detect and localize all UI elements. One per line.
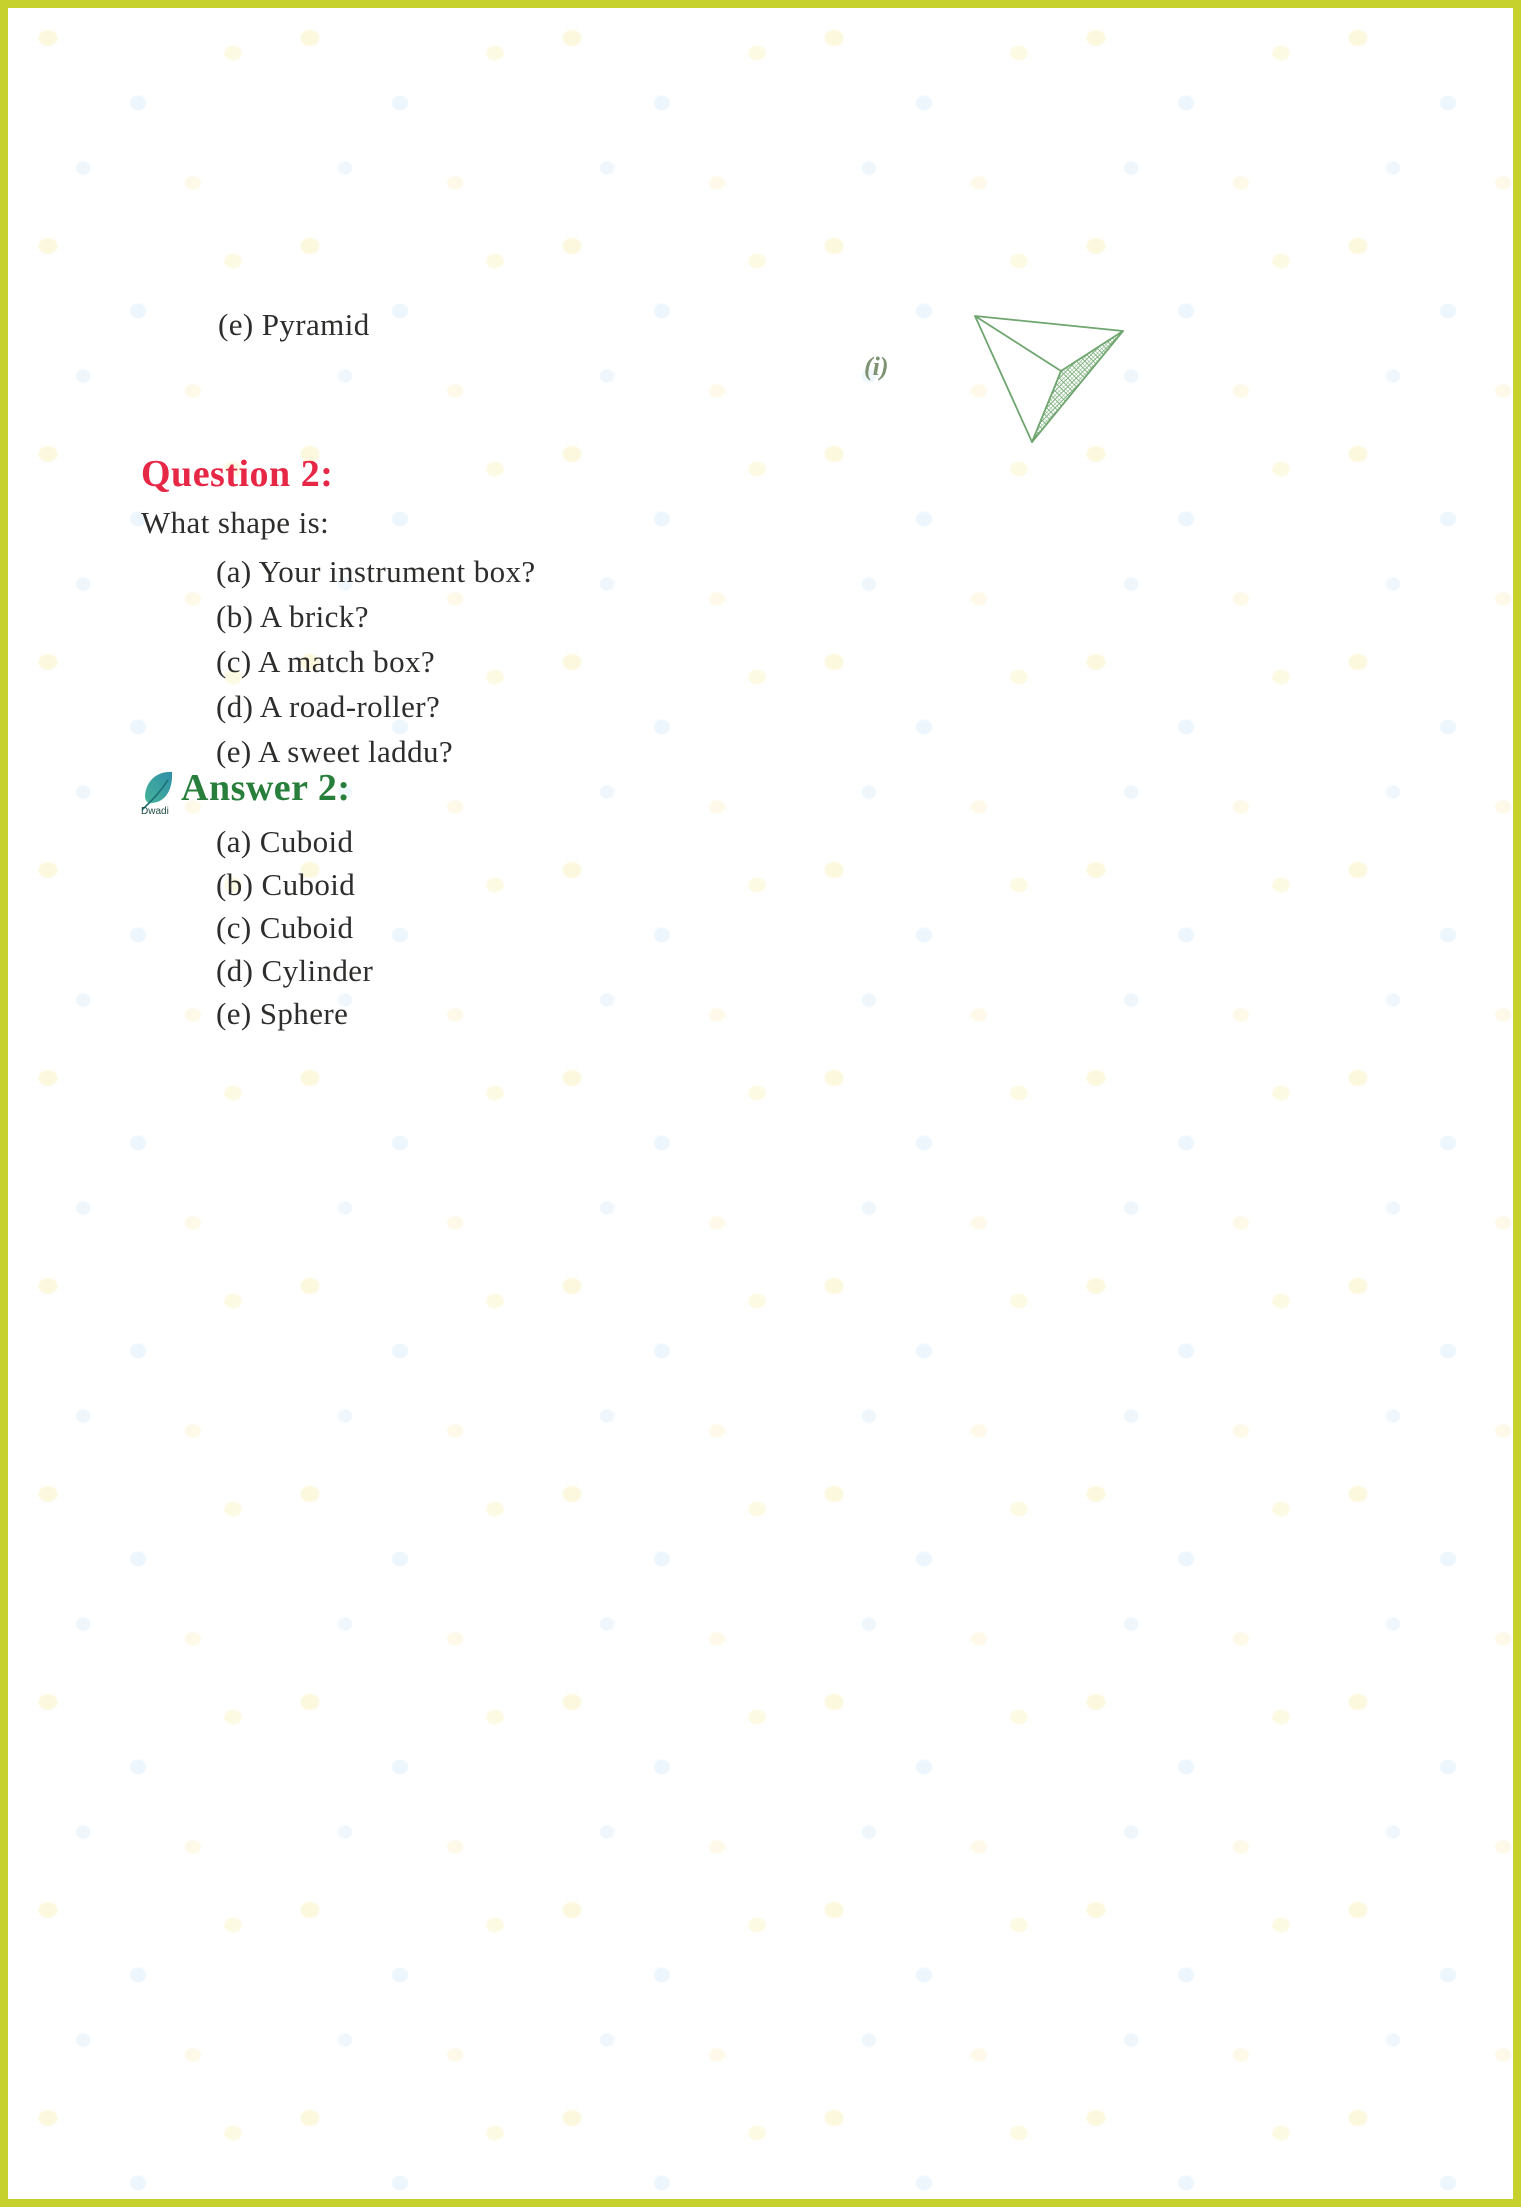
answer-item-d: (d) Cylinder xyxy=(216,953,374,988)
answer1-item-e: (e) Pyramid xyxy=(218,307,370,342)
answer-2-list xyxy=(216,820,373,1035)
question-2-heading: Question 2: xyxy=(141,453,334,495)
question-2-intro: What shape is: xyxy=(141,505,330,540)
question-2-list xyxy=(216,549,536,774)
question-item-c: (c) A match box? xyxy=(216,644,436,679)
pyramid-figure xyxy=(966,306,1136,454)
answer-item-a: (a) Cuboid xyxy=(216,824,354,859)
question-item-d: (d) A road-roller? xyxy=(216,689,441,724)
question-item-a: (a) Your instrument box? xyxy=(216,554,536,589)
figure-label: (i) xyxy=(864,352,889,381)
answer-2-heading: Answer 2: xyxy=(181,767,351,809)
dwadi-leaf-icon xyxy=(138,768,180,816)
question-item-e: (e) A sweet laddu? xyxy=(216,734,454,769)
pyramid-shaded-face xyxy=(1032,331,1123,442)
answer-item-e: (e) Sphere xyxy=(216,996,349,1031)
pyramid-edges xyxy=(975,316,1123,442)
brand-text: Dwadi xyxy=(141,806,169,816)
answer-item-c: (c) Cuboid xyxy=(216,910,354,945)
leaf-shape xyxy=(145,772,172,803)
question-item-b: (b) A brick? xyxy=(216,599,369,634)
answer-item-b: (b) Cuboid xyxy=(216,867,356,902)
